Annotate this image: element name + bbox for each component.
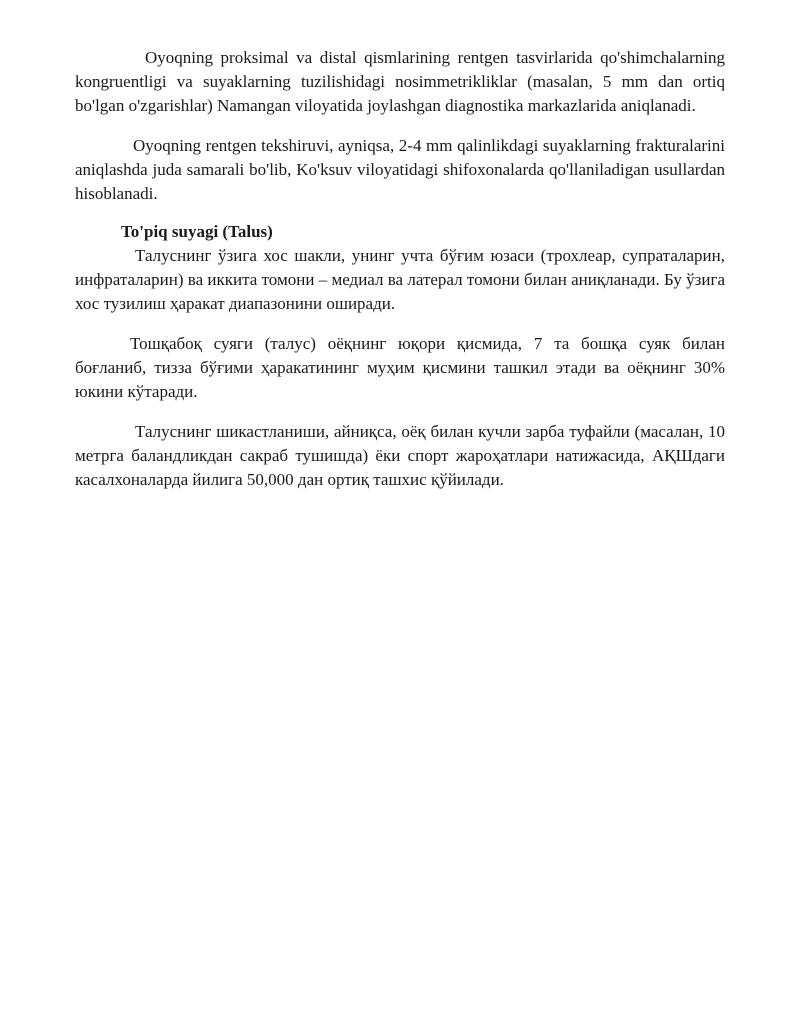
paragraph-talus-connections: Тошқабоқ суяги (талус) оёқнинг юқори қисмида, 7 та бошқа суяк билан боғланиб, тизза бўғими ҳаракатининг муҳим қисмини ташкил этади ва оёқнинг 30% юкини кўтаради. bbox=[75, 334, 725, 401]
document-body bbox=[75, 46, 725, 492]
paragraph-talus-shape: Талуснинг ўзига хос шакли, унинг учта бўғим юзаси (трохлеар, супраталарин, инфраталарин) ва иккита томони – медиал ва латерал томони билан аниқланади. Бу ўзига хос тузилиш ҳаракат диапазонини оширади. bbox=[75, 246, 725, 313]
section-heading-talus: To'piq suyagi (Talus) bbox=[121, 222, 273, 241]
paragraph-talus-injuries: Талуснинг шикастланиши, айниқса, оёқ билан кучли зарба туфайли (масалан, 10 метрга баландликдан сакраб тушишда) ёки спорт жароҳатлари натижасида, АҚШдаги касалхоналарда йилига 50,000 дан ортиқ ташхис қўйилади. bbox=[75, 422, 725, 489]
paragraph-xray-fractures: Oyoqning rentgen tekshiruvi, ayniqsa, 2-4 mm qalinlikdagi suyaklarning frakturalarini aniqlashda juda samarali bo'lib, Ko'ksuv viloyatidagi shifoxonalarda qo'llaniladigan usullardan hisoblanadi. bbox=[75, 136, 725, 203]
paragraph-xray-asymmetry: Oyoqning proksimal va distal qismlarining rentgen tasvirlarida qo'shimchalarning kongruentligi va suyaklarning tuzilishidagi nosimmetrikliklar (masalan, 5 mm dan ortiq bo'lgan o'zgarishlar) Namangan viloyatida joylashgan diagnostika markazlarida aniqlanadi. bbox=[75, 48, 725, 115]
